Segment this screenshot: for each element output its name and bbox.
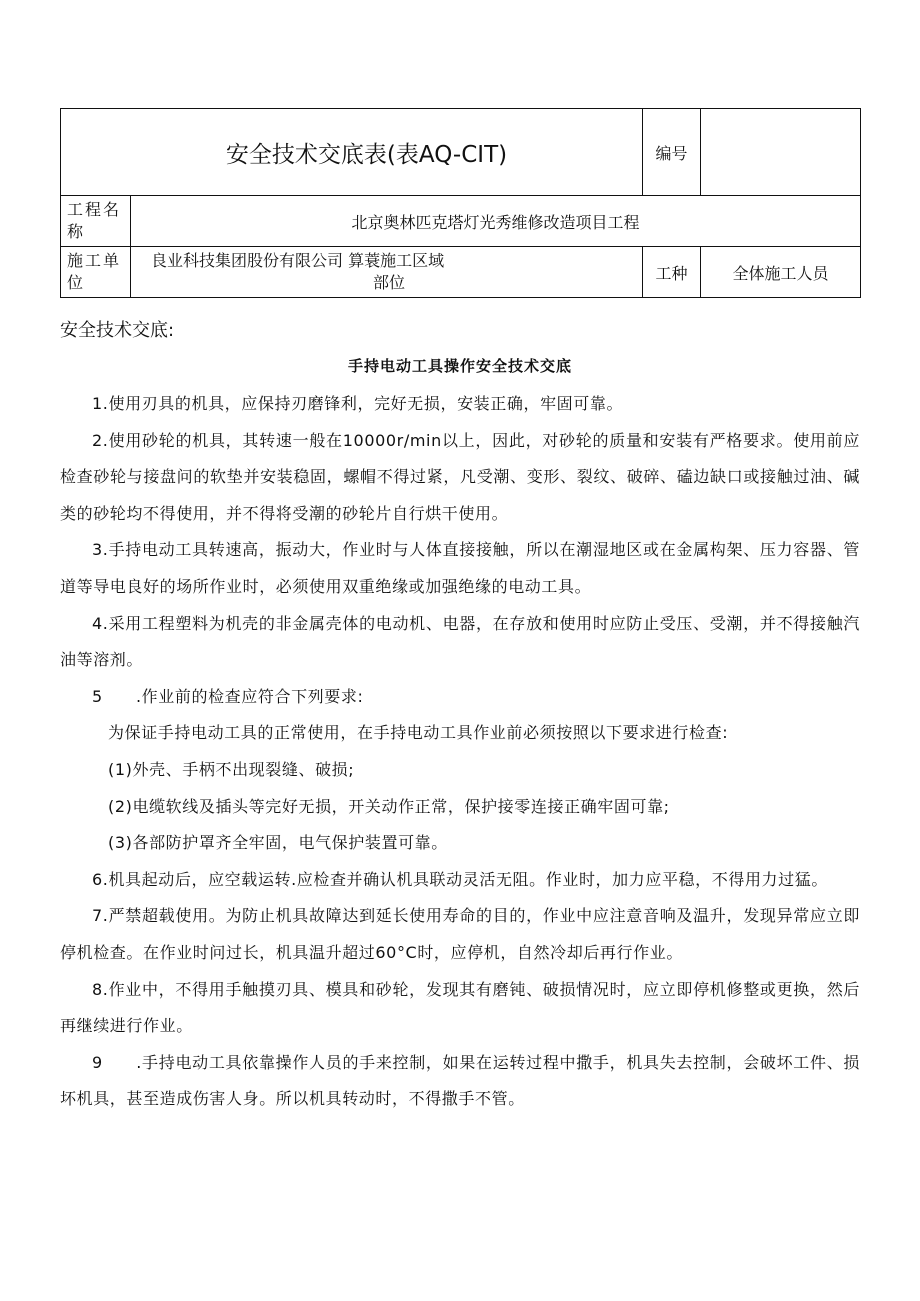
paragraph-7: 7.严禁超载使用。为防止机具故障达到延长使用寿命的目的，作业中应注意音响及温升，发现异常应立即停机检查。在作业时问过长，机具温升超过60°C时，应停机，自然冷却后再行作业。	[60, 906, 860, 962]
unit-cell	[131, 247, 643, 298]
trade-value: 全体施工人员	[701, 247, 861, 298]
number-value	[701, 109, 861, 196]
unit-label: 施工单位	[61, 247, 131, 298]
paragraph-9: 9 .手持电动工具依靠操作人员的手来控制，如果在运转过程中撒手，机具失去控制，会破坏工件、损坏机具，甚至造成伤害人身。所以机具转动时，不得撒手不管。	[60, 1052, 860, 1109]
unit-sub-label: 部位	[373, 273, 406, 292]
paragraph-6: 6.机具起动后，应空载运转.应检查并确认机具联动灵活无阻。作业时，加力应平稳，不得用力过猛。	[92, 869, 828, 889]
document-title: 手持电动工具操作安全技术交底	[347, 357, 572, 375]
paragraph-1: 1.使用刃具的机具，应保持刃磨锋利，完好无损，安装正确，牢固可靠。	[92, 394, 624, 413]
number-label: 编号	[643, 109, 701, 196]
header-table	[60, 108, 861, 298]
form-title: 安全技术交底表(表AQ-CIT)	[61, 109, 643, 196]
check-item-1: (1)外壳、手柄不出现裂缝、破损;	[108, 759, 355, 779]
paragraph-3: 3.手持电动工具转速高，振动大，作业时与人体直接接触，所以在潮湿地区或在金属构架、压力容器、管道等导电良好的场所作业时，必须使用双重绝缘或加强绝缘的电动工具。	[60, 540, 860, 596]
section-label: 安全技术交底:	[60, 320, 175, 341]
project-value: 北京奥林匹克塔灯光秀维修改造项目工程	[131, 196, 861, 247]
trade-label: 工种	[643, 247, 701, 298]
project-label: 工程名称	[61, 196, 131, 247]
paragraph-8: 8.作业中，不得用手触摸刃具、模具和砂轮，发现其有磨钝、破损情况时，应立即停机修整或更换，然后再继续进行作业。	[60, 979, 860, 1036]
check-item-2: (2)电缆软线及插头等完好无损，开关动作正常，保护接零连接正确牢固可靠;	[108, 796, 670, 816]
unit-value: 良业科技集团股份有限公司 算蓑施工区域	[151, 251, 445, 270]
paragraph-2: 2.使用砂轮的机具，其转速一般在10000r/min以上，因此，对砂轮的质量和安装有严格要求。使用前应检查砂轮与接盘问的软垫并安装稳固，螺帽不得过紧，凡受潮、变形、裂纹、破碎、磕边缺口或接触过油、碱类的砂轮均不得使用，并不得将受潮的砂轮片自行烘干使用。	[60, 430, 860, 523]
paragraph-5-intro: 为保证手持电动工具的正常使用，在手持电动工具作业前必须按照以下要求进行检查:	[108, 723, 729, 743]
check-item-3: (3)各部防护罩齐全牢固，电气保护装置可靠。	[108, 833, 448, 853]
paragraph-4: 4.采用工程塑料为机壳的非金属壳体的电动机、电器，在存放和使用时应防止受压、受潮，并不得接触汽油等溶剂。	[60, 613, 860, 670]
body-text	[60, 386, 860, 1118]
paragraph-5: 5 .作业前的检查应符合下列要求:	[92, 686, 364, 706]
